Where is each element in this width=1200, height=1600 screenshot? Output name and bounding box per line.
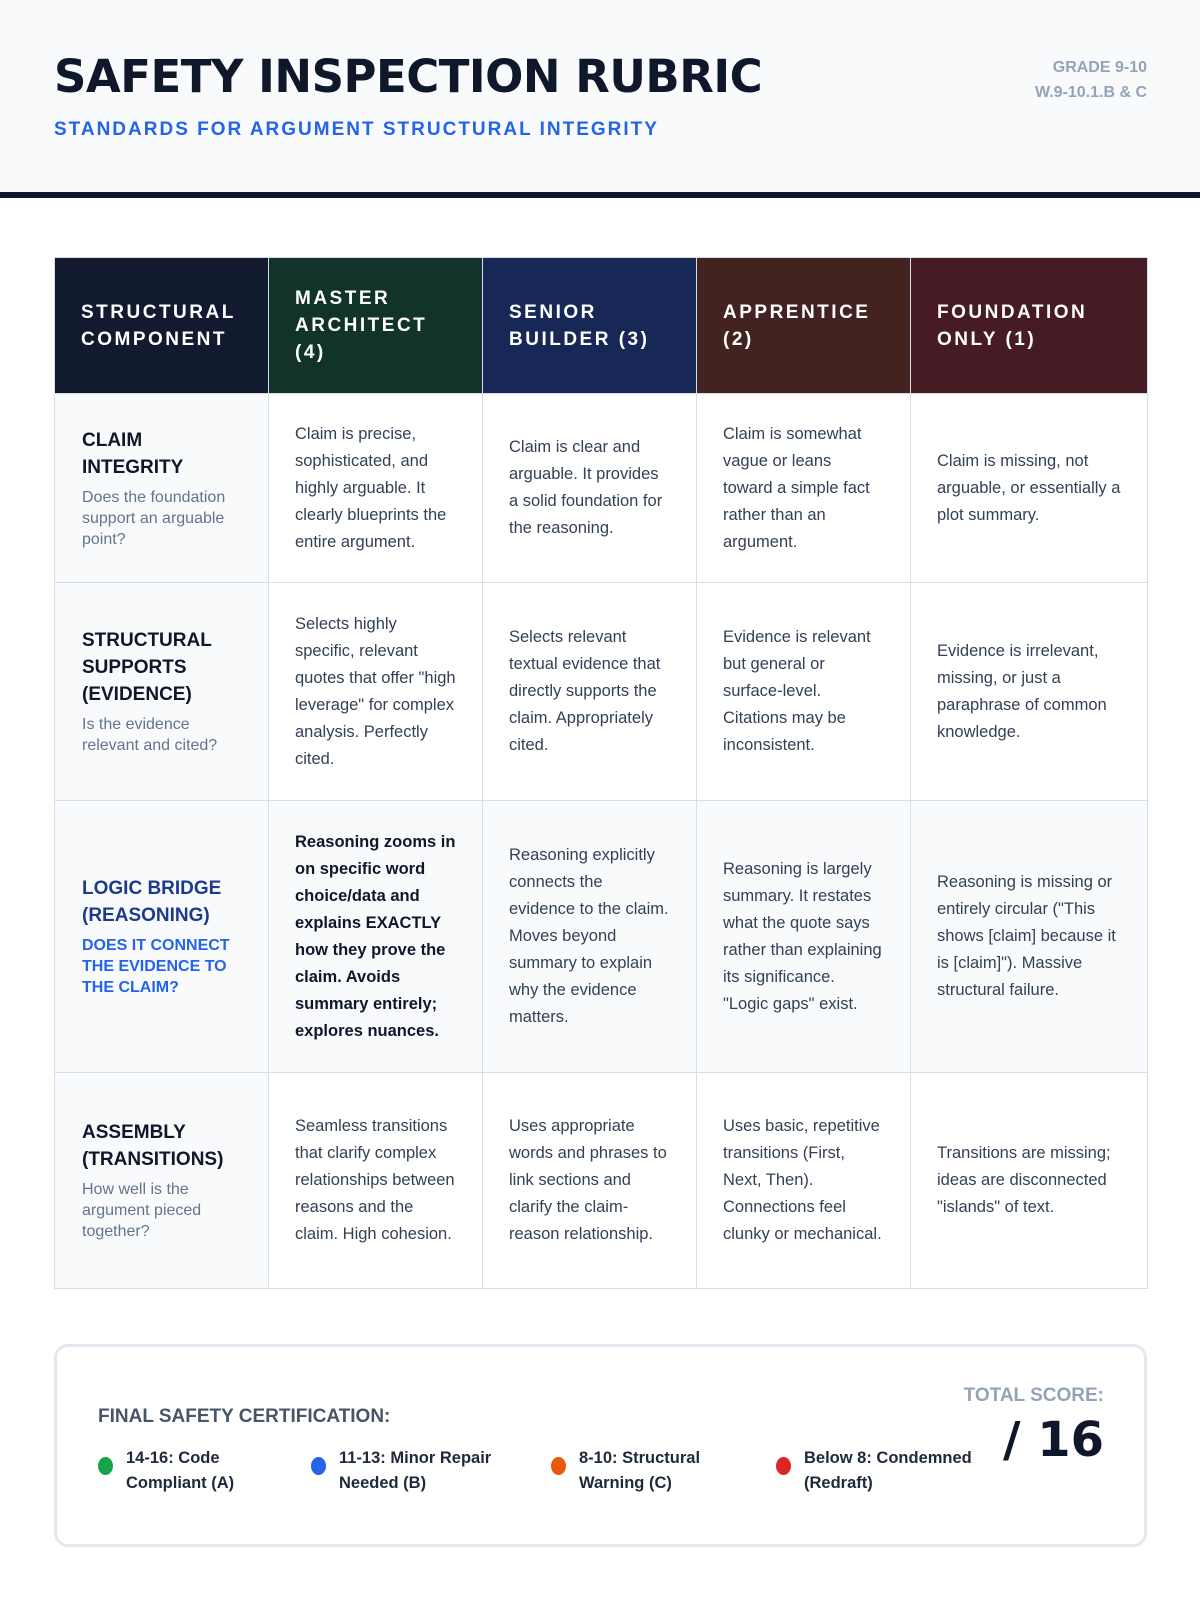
component-cell — [55, 1073, 269, 1289]
total-score-block — [964, 1382, 1104, 1469]
criterion-text: Uses appropriate words and phrases to link sections and clarify the claim-reason relationship. — [509, 1117, 667, 1243]
component-question: DOES IT CONNECT THE EVIDENCE TO THE CLAIM? — [82, 937, 230, 996]
page-subtitle: STANDARDS FOR ARGUMENT STRUCTURAL INTEGRITY — [54, 119, 659, 140]
header-master-architect: MASTER ARCHITECT (4) — [269, 258, 483, 394]
criterion-text: Transitions are missing; ideas are disconnected "islands" of text. — [937, 1144, 1111, 1216]
criterion-text: Evidence is relevant but general or surface-level. Citations may be inconsistent. — [723, 628, 871, 754]
total-score-value: / 16 — [1002, 1412, 1104, 1468]
criterion-cell — [269, 801, 483, 1073]
component-name: ASSEMBLY (TRANSITIONS) — [82, 1122, 224, 1170]
legend-text: 14-16: Code Compliant (A) — [126, 1449, 235, 1492]
criterion-cell — [697, 1073, 911, 1289]
criterion-cell — [483, 1073, 697, 1289]
row-claim-integrity — [55, 394, 1148, 583]
component-name: CLAIM INTEGRITY — [82, 429, 184, 478]
blue-dot-icon — [311, 1457, 326, 1475]
criterion-text: Evidence is irrelevant, missing, or just a paraphrase of common knowledge. — [937, 641, 1107, 741]
row-structural-supports — [55, 583, 1148, 801]
criterion-text: Reasoning is missing or entirely circular ("This shows [claim] because it is [claim]"). Massive structural failure. — [937, 873, 1116, 999]
criterion-text: Seamless transitions that clarify complex relationships between reasons and the claim. High cohesion. — [295, 1117, 455, 1243]
row-assembly — [55, 1073, 1148, 1289]
criterion-text: Claim is missing, not arguable, or essentially a plot summary. — [937, 451, 1121, 524]
standards-meta — [1035, 55, 1147, 105]
criterion-text: Claim is clear and arguable. It provides a solid foundation for the reasoning. — [509, 438, 663, 537]
page-title: SAFETY INSPECTION RUBRIC — [54, 50, 763, 103]
page-header — [0, 0, 1200, 198]
component-question: Does the foundation support an arguable point? — [82, 488, 226, 548]
component-cell — [55, 801, 269, 1073]
certification-box — [54, 1344, 1147, 1547]
criterion-text: Reasoning explicitly connects the evidence to the claim. Moves beyond summary to explain why the evidence matters. — [509, 846, 669, 1026]
component-question: Is the evidence relevant and cited? — [82, 716, 218, 754]
criterion-cell — [697, 801, 911, 1073]
header-senior-builder: SENIOR BUILDER (3) — [483, 258, 697, 394]
standard-code: W.9-10.1.B & C — [1034, 84, 1147, 101]
criterion-text: Claim is precise, sophisticated, and highly arguable. It clearly blueprints the entire argument. — [295, 424, 447, 551]
legend-item-structural-warning — [551, 1446, 741, 1496]
criterion-cell — [269, 394, 483, 583]
criterion-cell — [269, 1073, 483, 1289]
criterion-cell — [911, 583, 1148, 801]
legend-text: 11-13: Minor Repair Needed (B) — [339, 1449, 492, 1492]
component-question: How well is the argument pieced together? — [82, 1181, 202, 1240]
criterion-cell — [269, 583, 483, 801]
criterion-text: Reasoning zooms in on specific word choice/data and explains EXACTLY how they prove the claim. Avoids summary entirely; explores nuances. — [295, 832, 456, 1040]
certification-label: FINAL SAFETY CERTIFICATION: — [98, 1406, 391, 1427]
legend-item-code-compliant — [98, 1446, 288, 1496]
criterion-text: Uses basic, repetitive transitions (First, Next, Then). Connections feel clunky or mechanical. — [723, 1117, 882, 1243]
rubric-table — [54, 257, 1148, 1289]
legend-text: 8-10: Structural Warning (C) — [579, 1449, 701, 1492]
legend-text: Below 8: Condemned (Redraft) — [804, 1449, 972, 1492]
legend-item-condemned — [776, 1446, 986, 1496]
rubric-header-row — [55, 258, 1148, 394]
red-dot-icon — [776, 1457, 791, 1475]
criterion-text: Selects highly specific, relevant quotes that offer "high leverage" for complex analysis. Perfectly cited. — [295, 614, 456, 768]
criterion-cell — [911, 394, 1148, 583]
criterion-cell — [697, 583, 911, 801]
row-logic-bridge — [55, 801, 1148, 1073]
component-name: STRUCTURAL SUPPORTS (EVIDENCE) — [82, 630, 212, 705]
component-cell — [55, 394, 269, 583]
criterion-cell — [911, 801, 1148, 1073]
green-dot-icon — [98, 1457, 113, 1475]
criterion-cell — [483, 801, 697, 1073]
grade-label: GRADE 9-10 — [1052, 59, 1147, 76]
header-structural-component: STRUCTURAL COMPONENT — [55, 258, 269, 394]
criterion-cell — [697, 394, 911, 583]
header-foundation-only: FOUNDATION ONLY (1) — [911, 258, 1148, 394]
total-score-label-text: TOTAL SCORE: — [963, 1385, 1104, 1406]
total-score-label — [964, 1382, 1104, 1409]
criterion-text: Claim is somewhat vague or leans toward a simple fact rather than an argument. — [723, 424, 870, 551]
orange-dot-icon — [551, 1457, 566, 1475]
component-cell — [55, 583, 269, 801]
criterion-text: Selects relevant textual evidence that directly supports the claim. Appropriately cited. — [509, 628, 661, 754]
header-apprentice: APPRENTICE (2) — [697, 258, 911, 394]
criterion-cell — [483, 394, 697, 583]
legend-item-minor-repair — [311, 1446, 521, 1496]
criterion-text: Reasoning is largely summary. It restates what the quote says rather than explaining its significance. "Logic gaps" exist. — [723, 859, 882, 1013]
criterion-cell — [483, 583, 697, 801]
component-name: LOGIC BRIDGE (REASONING) — [82, 878, 222, 926]
criterion-cell — [911, 1073, 1148, 1289]
